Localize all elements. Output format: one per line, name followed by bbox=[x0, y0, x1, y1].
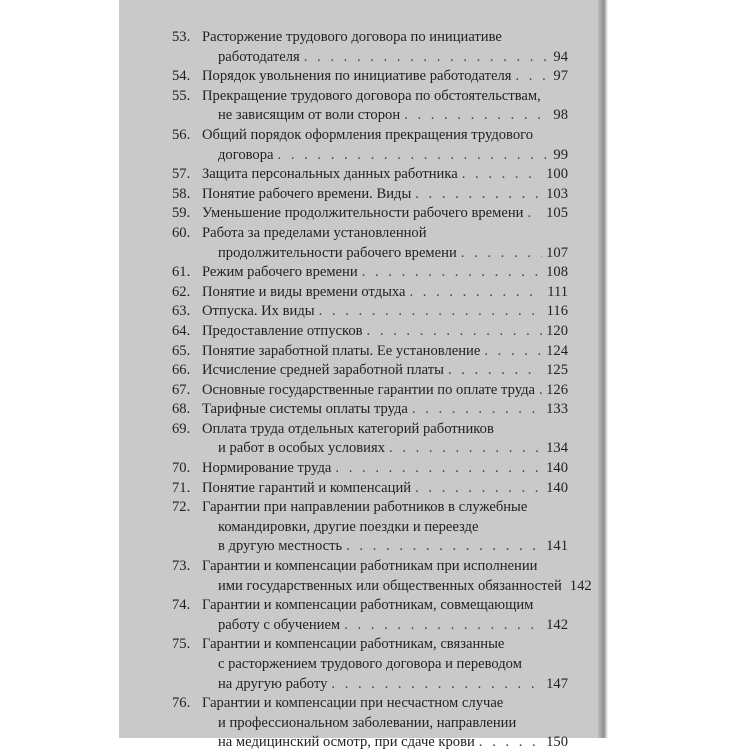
dot-leader bbox=[479, 733, 542, 753]
toc-entry bbox=[172, 459, 568, 479]
toc-entry-number: 76. bbox=[172, 695, 191, 712]
toc-entry bbox=[172, 185, 568, 205]
toc-entry bbox=[172, 694, 568, 753]
toc-entry-number: 59. bbox=[172, 205, 191, 222]
toc-entry bbox=[172, 224, 568, 263]
dot-leader bbox=[362, 263, 542, 283]
toc-entry-page-number: 97 bbox=[553, 68, 568, 85]
toc-entry-page-number: 126 bbox=[546, 381, 568, 398]
toc-entry-body bbox=[202, 361, 568, 381]
toc-entry-body bbox=[202, 459, 568, 479]
toc-entry-body bbox=[202, 400, 568, 420]
toc-entry-body bbox=[202, 694, 568, 753]
dot-leader bbox=[461, 244, 542, 264]
toc-entry bbox=[172, 126, 568, 165]
toc-entry-page-number: 103 bbox=[546, 185, 568, 202]
toc-entry-body bbox=[202, 263, 568, 283]
toc-entry-last-line bbox=[202, 48, 568, 68]
dot-leader bbox=[515, 67, 549, 87]
toc-entry-title-line: Гарантии и компенсации работникам, связанные bbox=[202, 636, 505, 653]
toc-entry-title-line: в другую местность bbox=[218, 538, 343, 555]
toc-entry bbox=[172, 498, 568, 557]
toc-entry-title-line: Тарифные системы оплаты труда bbox=[202, 401, 408, 418]
toc-entry-body bbox=[202, 302, 568, 322]
toc-entry-body bbox=[202, 165, 568, 185]
toc-entry-title-line: ими государственных или общественных обязанностей bbox=[218, 577, 562, 594]
toc-entry-body bbox=[202, 322, 568, 342]
toc-entry-title-line: на медицинский осмотр, при сдаче крови bbox=[218, 734, 475, 751]
toc-entry-page-number: 147 bbox=[546, 675, 568, 692]
dot-leader bbox=[331, 675, 542, 695]
toc-entry-page-number: 125 bbox=[546, 362, 568, 379]
toc-entry-number: 70. bbox=[172, 460, 191, 477]
toc-entry bbox=[172, 381, 568, 401]
toc-entry-number: 66. bbox=[172, 362, 191, 379]
toc-entry-page-number: 124 bbox=[546, 342, 568, 359]
dot-leader bbox=[389, 439, 542, 459]
toc-entry-title-line: работодателя bbox=[218, 48, 300, 65]
toc-entry-last-line bbox=[202, 185, 568, 205]
dot-leader bbox=[412, 400, 542, 420]
toc-entry-page-number: 111 bbox=[547, 283, 568, 300]
toc-entry-last-line bbox=[202, 146, 568, 166]
toc-entry-body bbox=[202, 420, 568, 459]
toc-entry-number: 75. bbox=[172, 636, 191, 653]
toc-entry-number: 72. bbox=[172, 499, 191, 516]
toc-entry-page-number: 150 bbox=[546, 734, 568, 751]
toc-entry-page-number: 99 bbox=[553, 146, 568, 163]
toc-entry-last-line bbox=[202, 165, 568, 185]
toc-entry-page-number: 133 bbox=[546, 401, 568, 418]
toc-entry-body bbox=[202, 67, 568, 87]
toc-entry-last-line bbox=[202, 106, 568, 126]
toc-entry-page-number: 98 bbox=[553, 107, 568, 124]
toc-entry-title-line: Понятие гарантий и компенсаций bbox=[202, 479, 412, 496]
dot-leader bbox=[409, 283, 543, 303]
toc-entry-title-line: Работа за пределами установленной bbox=[202, 224, 427, 241]
toc-entry-body bbox=[202, 224, 568, 263]
toc-entry bbox=[172, 420, 568, 459]
toc-entry-number: 56. bbox=[172, 126, 191, 143]
toc-entry-body bbox=[202, 479, 568, 499]
toc-entry-title-line: Гарантии и компенсации работникам, совмещающим bbox=[202, 597, 534, 614]
dot-leader bbox=[484, 342, 542, 362]
toc-entry-page-number: 134 bbox=[546, 440, 568, 457]
toc-entry-page-number: 105 bbox=[546, 205, 568, 222]
dot-leader bbox=[415, 479, 542, 499]
toc-entry-last-line bbox=[202, 263, 568, 283]
toc-entry bbox=[172, 204, 568, 224]
toc-entry-number: 53. bbox=[172, 29, 191, 45]
toc-entry-number: 58. bbox=[172, 185, 191, 202]
toc-entry-body bbox=[202, 596, 568, 635]
toc-entry-body bbox=[202, 381, 568, 401]
toc-entry-page-number: 100 bbox=[546, 166, 568, 183]
toc-entry-body bbox=[202, 635, 568, 694]
toc-entry bbox=[172, 342, 568, 362]
toc-entry bbox=[172, 479, 568, 499]
toc-entry-page-number: 94 bbox=[553, 48, 568, 65]
toc-entry-title-line: на другую работу bbox=[218, 675, 328, 692]
toc-entry-last-line bbox=[202, 733, 568, 753]
toc-entry-last-line bbox=[202, 616, 568, 636]
toc-entry-last-line bbox=[202, 244, 568, 264]
toc-entry-title-line: Гарантии при направлении работников в служебные bbox=[202, 499, 528, 516]
toc-entry bbox=[172, 400, 568, 420]
toc-entry-title-line: Оплата труда отдельных категорий работников bbox=[202, 420, 494, 437]
toc-entry bbox=[172, 263, 568, 283]
toc-entry-last-line bbox=[202, 381, 568, 401]
toc-entry-last-line bbox=[202, 283, 568, 303]
dot-leader bbox=[527, 204, 542, 224]
toc-entry-title-line: Отпуска. Их виды bbox=[202, 303, 315, 320]
toc-entry-last-line bbox=[202, 302, 568, 322]
toc-entry-number: 63. bbox=[172, 303, 191, 320]
toc-entry-body bbox=[202, 498, 568, 557]
toc-entry bbox=[172, 165, 568, 185]
dot-leader bbox=[539, 381, 542, 401]
toc-entry-title-line: Понятие рабочего времени. Виды bbox=[202, 185, 412, 202]
toc-entry-body bbox=[202, 342, 568, 362]
toc-entry-number: 69. bbox=[172, 420, 191, 437]
toc-entry-title-line: Понятие и виды времени отдыха bbox=[202, 283, 406, 300]
toc-entry-number: 68. bbox=[172, 401, 191, 418]
toc-entry-page-number: 142 bbox=[569, 577, 592, 594]
toc-entry-title-line: Защита персональных данных работника bbox=[202, 166, 458, 183]
toc-entry-last-line bbox=[202, 361, 568, 381]
toc-entry-title-line: Гарантии и компенсации при несчастном случае bbox=[202, 695, 504, 712]
toc-entry-title-line: Прекращение трудового договора по обстоятельствам, bbox=[202, 87, 541, 104]
dot-leader bbox=[344, 616, 542, 636]
dot-leader bbox=[462, 165, 542, 185]
toc-entry-title-line: Исчисление средней заработной платы bbox=[202, 362, 444, 379]
toc-entry-page-number: 108 bbox=[546, 264, 568, 281]
toc-entry-title-line: Общий порядок оформления прекращения трудового bbox=[202, 126, 534, 143]
dot-leader bbox=[448, 361, 542, 381]
toc-entry-body bbox=[202, 185, 568, 205]
toc-entry-last-line bbox=[202, 400, 568, 420]
toc-entry-last-line bbox=[202, 439, 568, 459]
toc-entry-number: 62. bbox=[172, 283, 191, 300]
toc-entry-title-line: договора bbox=[218, 146, 274, 163]
toc-entry-title-line: Основные государственные гарантии по оплате труда bbox=[202, 381, 535, 398]
toc-entry-title-line: и работ в особых условиях bbox=[218, 440, 386, 457]
toc-entry-title-line: Режим рабочего времени bbox=[202, 264, 358, 281]
toc-entry-title-line: работу с обучением bbox=[218, 616, 341, 633]
toc-entry-page-number: 140 bbox=[546, 460, 568, 477]
toc-entry-title-line: и профессиональном заболевании, направлении bbox=[218, 714, 517, 731]
toc-entry-body bbox=[202, 204, 568, 224]
toc-entry-body bbox=[202, 283, 568, 303]
toc-entry-title-line: Уменьшение продолжительности рабочего времени bbox=[202, 205, 524, 222]
toc-entry-page-number: 141 bbox=[546, 538, 568, 555]
toc-entry-number: 73. bbox=[172, 558, 191, 575]
toc-entry-number: 55. bbox=[172, 87, 191, 104]
toc-entry-number: 64. bbox=[172, 322, 191, 339]
toc-entry-body bbox=[202, 126, 568, 165]
toc-entry-last-line bbox=[202, 479, 568, 499]
toc-entry-number: 67. bbox=[172, 381, 191, 398]
toc-entry bbox=[172, 28, 568, 67]
dot-leader bbox=[335, 459, 542, 479]
toc-entry-last-line bbox=[202, 204, 568, 224]
dot-leader bbox=[304, 48, 550, 68]
dot-leader bbox=[319, 302, 543, 322]
toc-entry-number: 71. bbox=[172, 479, 191, 496]
toc-entry-number: 74. bbox=[172, 597, 191, 614]
toc-entry-number: 54. bbox=[172, 68, 191, 85]
toc-entry-last-line bbox=[202, 342, 568, 362]
toc-entry bbox=[172, 87, 568, 126]
toc-entry-last-line bbox=[202, 322, 568, 342]
dot-leader bbox=[367, 322, 543, 342]
page-edge bbox=[598, 0, 608, 738]
toc-entry-title-line: Понятие заработной платы. Ее установление bbox=[202, 342, 481, 359]
toc-entry bbox=[172, 361, 568, 381]
toc-entry-page-number: 142 bbox=[546, 616, 568, 633]
toc-entry bbox=[172, 283, 568, 303]
toc-entry bbox=[172, 596, 568, 635]
toc-entry bbox=[172, 302, 568, 322]
toc-entry-last-line bbox=[202, 577, 592, 597]
toc-entry bbox=[172, 322, 568, 342]
toc-entry-body bbox=[202, 87, 568, 126]
toc-entry-title-line: продолжительности рабочего времени bbox=[218, 244, 457, 261]
toc-entry bbox=[172, 635, 568, 694]
toc-entry-page-number: 107 bbox=[546, 244, 568, 261]
toc-entry-title-line: Гарантии и компенсации работникам при исполнении bbox=[202, 558, 538, 575]
toc-entry-title-line: Расторжение трудового договора по инициативе bbox=[202, 29, 502, 45]
toc-entry-last-line bbox=[202, 537, 568, 557]
toc-entry-page-number: 120 bbox=[546, 322, 568, 339]
toc-entry-title-line: не зависящим от воли сторон bbox=[218, 107, 401, 124]
toc-entry-page-number: 140 bbox=[546, 479, 568, 496]
toc-entry-body bbox=[202, 28, 568, 67]
toc-entry bbox=[172, 557, 592, 596]
dot-leader bbox=[346, 537, 542, 557]
toc-entry-number: 60. bbox=[172, 224, 191, 241]
toc-entry-title-line: Предоставление отпусков bbox=[202, 322, 363, 339]
toc-entry-title-line: Порядок увольнения по инициативе работодателя bbox=[202, 68, 512, 85]
toc-entry-last-line bbox=[202, 675, 568, 695]
toc-entry-last-line bbox=[202, 67, 568, 87]
toc-entry-body bbox=[202, 557, 592, 596]
toc-entry-title-line: командировки, другие поездки и переезде bbox=[218, 518, 479, 535]
toc-entry-title-line: Нормирование труда bbox=[202, 460, 332, 477]
toc-entry-title-line: с расторжением трудового договора и переводом bbox=[218, 656, 522, 672]
toc-entry-page-number: 116 bbox=[546, 303, 568, 320]
toc-entry-number: 61. bbox=[172, 264, 191, 281]
table-of-contents bbox=[172, 28, 592, 753]
toc-entry-last-line bbox=[202, 459, 568, 479]
dot-leader bbox=[404, 106, 549, 126]
toc-entry bbox=[172, 67, 568, 87]
toc-entry-number: 65. bbox=[172, 342, 191, 359]
toc-entry-number: 57. bbox=[172, 166, 191, 183]
dot-leader bbox=[415, 185, 542, 205]
dot-leader bbox=[278, 146, 550, 166]
